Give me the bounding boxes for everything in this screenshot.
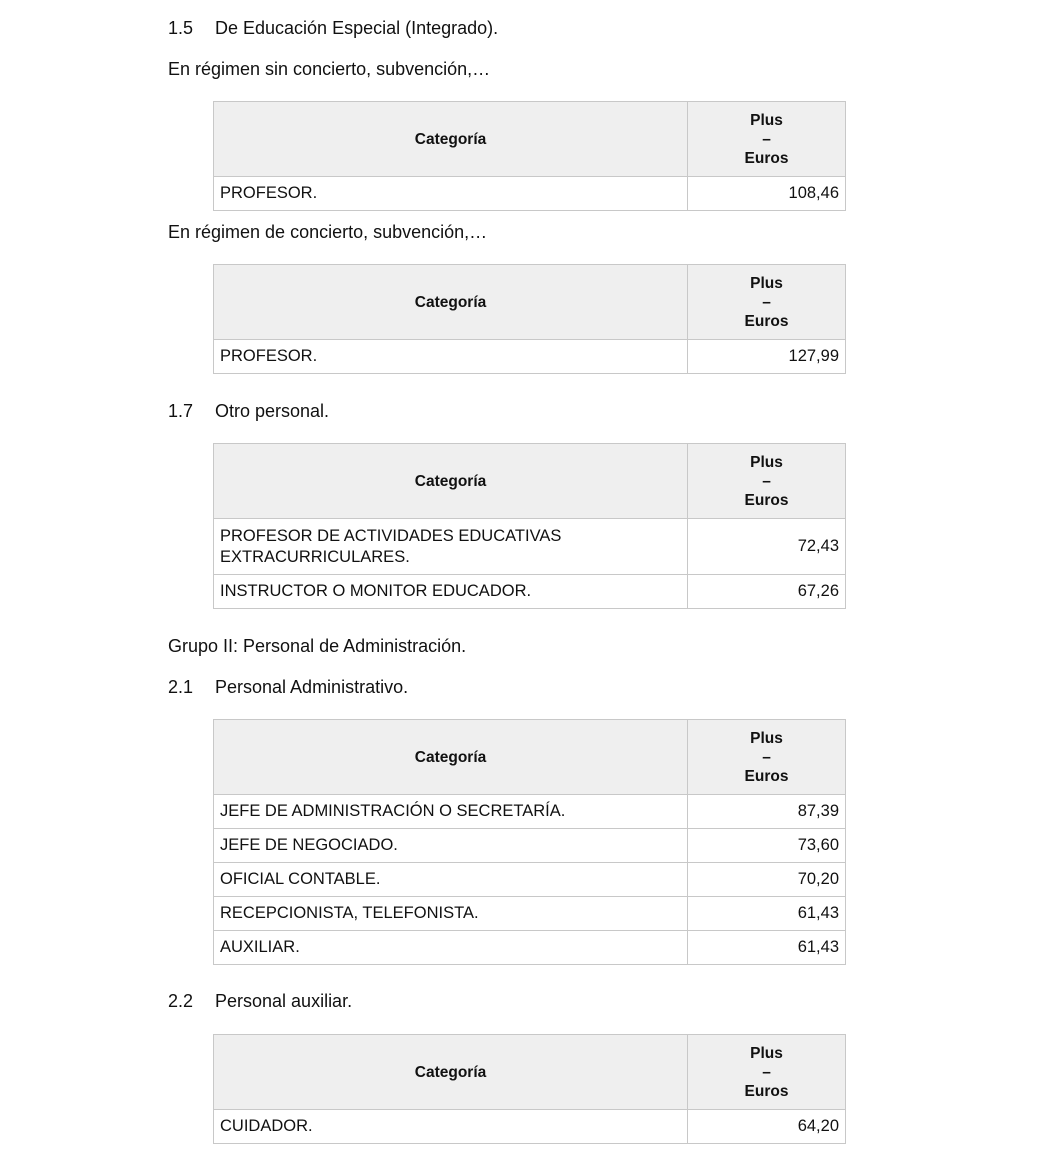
table-row: JEFE DE NEGOCIADO. 73,60 bbox=[214, 829, 846, 863]
table-row: INSTRUCTOR O MONITOR EDUCADOR. 67,26 bbox=[214, 575, 846, 609]
header-plus-euros: Plus – Euros bbox=[688, 1035, 846, 1110]
section-heading-2-2: 2.2 Personal auxiliar. bbox=[168, 991, 353, 1011]
table-header bbox=[214, 720, 846, 795]
header-plus-euros: Plus – Euros bbox=[688, 102, 846, 177]
paragraph-con-concierto: En régimen de concierto, subvención,… bbox=[168, 222, 488, 242]
section-heading-1-5: 1.5 De Educación Especial (Integrado). bbox=[168, 18, 499, 38]
table-header bbox=[214, 102, 846, 177]
table-row: AUXILIAR. 61,43 bbox=[214, 931, 846, 965]
table-auxiliar bbox=[213, 1034, 846, 1144]
header-categoria: Categoría bbox=[214, 1035, 688, 1110]
table-sin-concierto bbox=[213, 101, 846, 211]
header-categoria: Categoría bbox=[214, 444, 688, 519]
table-header bbox=[214, 1035, 846, 1110]
table-row: OFICIAL CONTABLE. 70,20 bbox=[214, 863, 846, 897]
header-plus-euros: Plus – Euros bbox=[688, 444, 846, 519]
paragraph-sin-concierto: En régimen sin concierto, subvención,… bbox=[168, 59, 491, 79]
header-plus-euros: Plus – Euros bbox=[688, 265, 846, 340]
table-row: JEFE DE ADMINISTRACIÓN O SECRETARÍA. 87,39 bbox=[214, 795, 846, 829]
header-categoria: Categoría bbox=[214, 102, 688, 177]
table-row: PROFESOR. 108,46 bbox=[214, 177, 846, 211]
table-header bbox=[214, 444, 846, 519]
table-header bbox=[214, 265, 846, 340]
table-otro-personal bbox=[213, 443, 846, 609]
table-row: PROFESOR DE ACTIVIDADES EDUCATIVAS EXTRACURRICULARES. 72,43 bbox=[214, 519, 846, 575]
header-categoria: Categoría bbox=[214, 265, 688, 340]
header-categoria: Categoría bbox=[214, 720, 688, 795]
table-row: CUIDADOR. 64,20 bbox=[214, 1110, 846, 1144]
group-heading: Grupo II: Personal de Administración. bbox=[168, 636, 467, 656]
header-plus-euros: Plus – Euros bbox=[688, 720, 846, 795]
table-administrativo bbox=[213, 719, 846, 965]
table-row: RECEPCIONISTA, TELEFONISTA. 61,43 bbox=[214, 897, 846, 931]
section-heading-2-1: 2.1 Personal Administrativo. bbox=[168, 677, 409, 697]
table-row: PROFESOR. 127,99 bbox=[214, 340, 846, 374]
table-con-concierto bbox=[213, 264, 846, 374]
section-heading-1-7: 1.7 Otro personal. bbox=[168, 401, 330, 421]
